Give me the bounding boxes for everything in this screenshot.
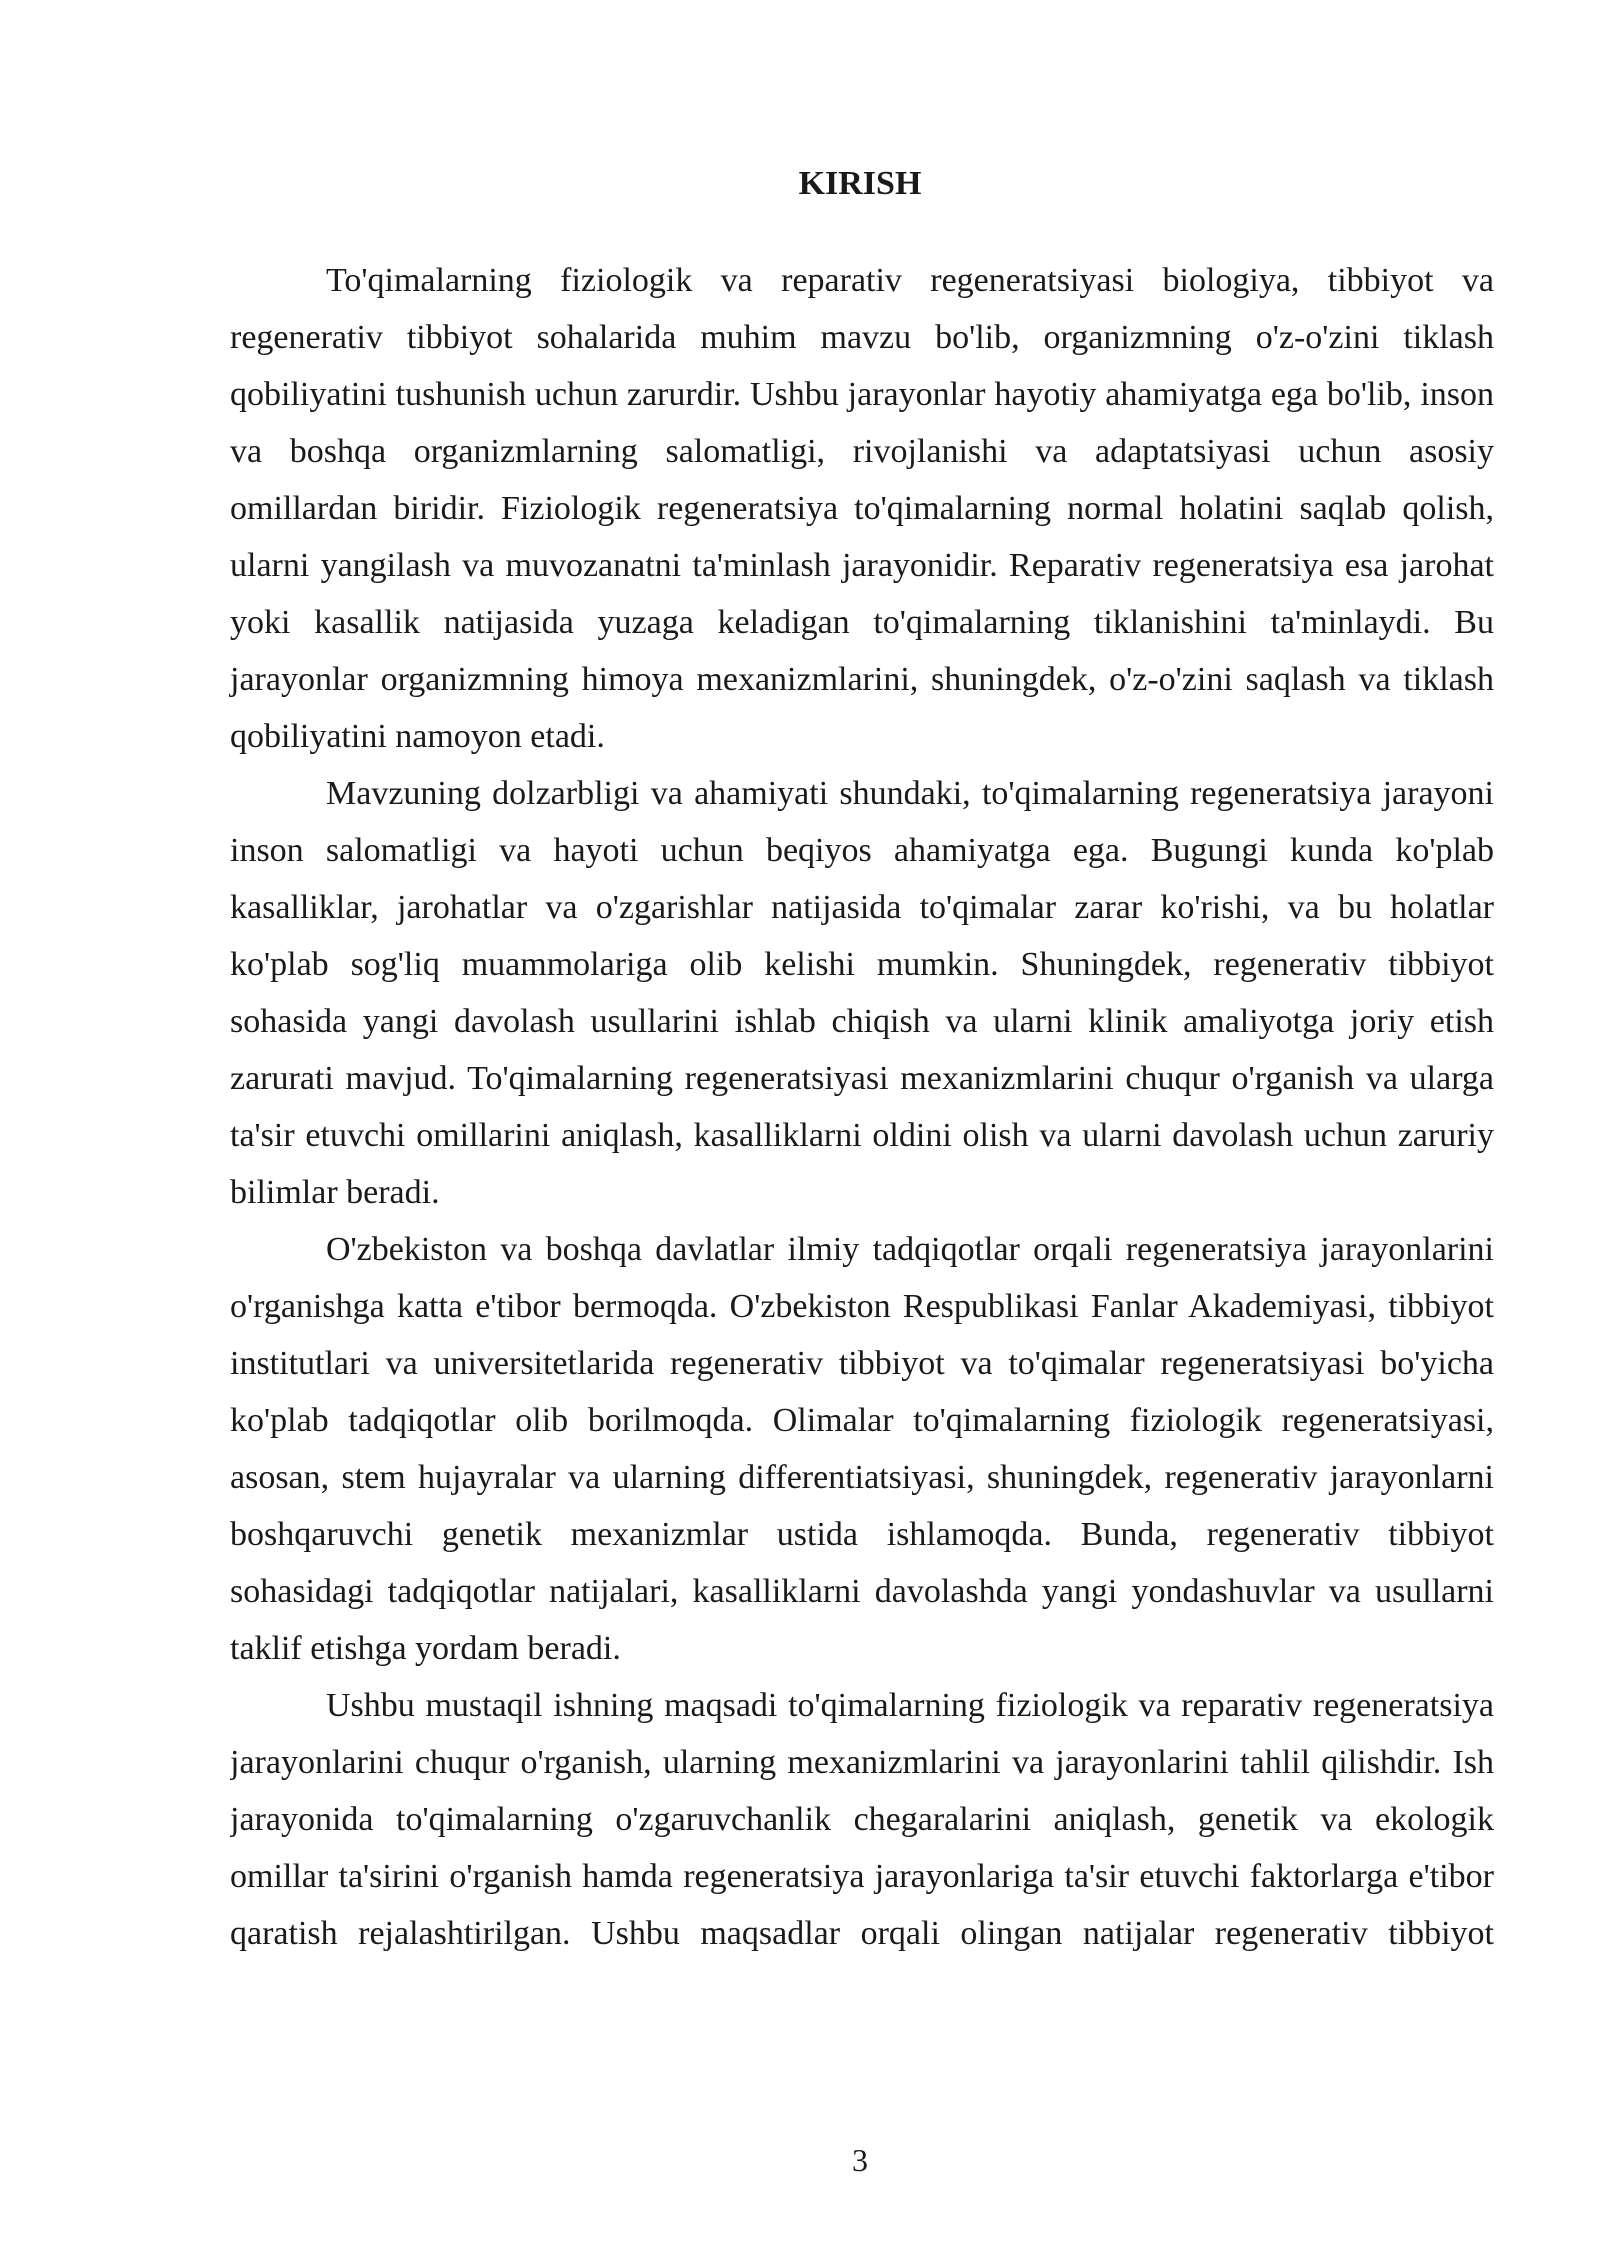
page-heading: KIRISH xyxy=(798,165,922,202)
page-number: 3 xyxy=(852,2142,868,2178)
document-body xyxy=(230,252,1494,1962)
paragraph-introduction: To'qimalarning fiziologik va reparativ regeneratsiyasi biologiya, tibbiyot va regenerativ tibbiyot sohalarida muhim mavzu bo'lib, organizmning o'z-o'zini tiklash qobiliyatini tushunish uchun zarurdir. Ushbu jarayonlar hayotiy ahamiyatga ega bo'lib, inson va boshqa organizmlarning salomatligi, rivojlanishi va adaptatsiyasi uchun asosiy omillardan biridir. Fiziologik regeneratsiya to'qimalarning normal holatini saqlab qolish, ularni yangilash va muvozanatni ta'minlash jarayonidir. Reparativ regeneratsiya esa jarohat yoki kasallik natijasida yuzaga keladigan to'qimalarning tiklanishini ta'minlaydi. Bu jarayonlar organizmning himoya mexanizmlarini, shuningdek, o'z-o'zini saqlash va tiklash qobiliyatini namoyon etadi. xyxy=(230,262,1494,755)
paragraph-relevance: Mavzuning dolzarbligi va ahamiyati shundaki, to'qimalarning regeneratsiya jarayoni inson salomatligi va hayoti uchun beqiyos ahamiyatga ega. Bugungi kunda ko'plab kasalliklar, jarohatlar va o'zgarishlar natijasida to'qimalar zarar ko'rishi, va bu holatlar ko'plab sog'liq muammolariga olib kelishi mumkin. Shuningdek, regenerativ tibbiyot sohasida yangi davolash usullarini ishlab chiqish va ularni klinik amaliyotga joriy etish zarurati mavjud. To'qimalarning regeneratsiyasi mexanizmlarini chuqur o'rganish va ularga ta'sir etuvchi omillarini aniqlash, kasalliklarni oldini olish va ularni davolash uchun zaruriy bilimlar beradi. xyxy=(230,775,1494,1211)
paragraph-goal: Ushbu mustaqil ishning maqsadi to'qimalarning fiziologik va reparativ regeneratsiya jarayonlarini chuqur o'rganish, ularning mexanizmlarini va jarayonlarini tahlil qilishdir. Ish jarayonida to'qimalarning o'zgaruvchanlik chegaralarini aniqlash, genetik va ekologik omillar ta'sirini o'rganish hamda regeneratsiya jarayonlariga ta'sir etuvchi faktorlarga e'tibor qaratish rejalashtirilgan. Ushbu maqsadlar orqali olingan natijalar regenerativ tibbiyot xyxy=(230,1687,1494,1952)
paragraph-research: O'zbekiston va boshqa davlatlar ilmiy tadqiqotlar orqali regeneratsiya jarayonlarini o'rganishga katta e'tibor bermoqda. O'zbekiston Respublikasi Fanlar Akademiyasi, tibbiyot institutlari va universitetlarida regenerativ tibbiyot va to'qimalar regeneratsiyasi bo'yicha ko'plab tadqiqotlar olib borilmoqda. Olimalar to'qimalarning fiziologik regeneratsiyasi, asosan, stem hujayralar va ularning differentiatsiyasi, shuningdek, regenerativ jarayonlarni boshqaruvchi genetik mexanizmlar ustida ishlamoqda. Bunda, regenerativ tibbiyot sohasidagi tadqiqotlar natijalari, kasalliklarni davolashda yangi yondashuvlar va usullarni taklif etishga yordam beradi. xyxy=(230,1231,1494,1667)
